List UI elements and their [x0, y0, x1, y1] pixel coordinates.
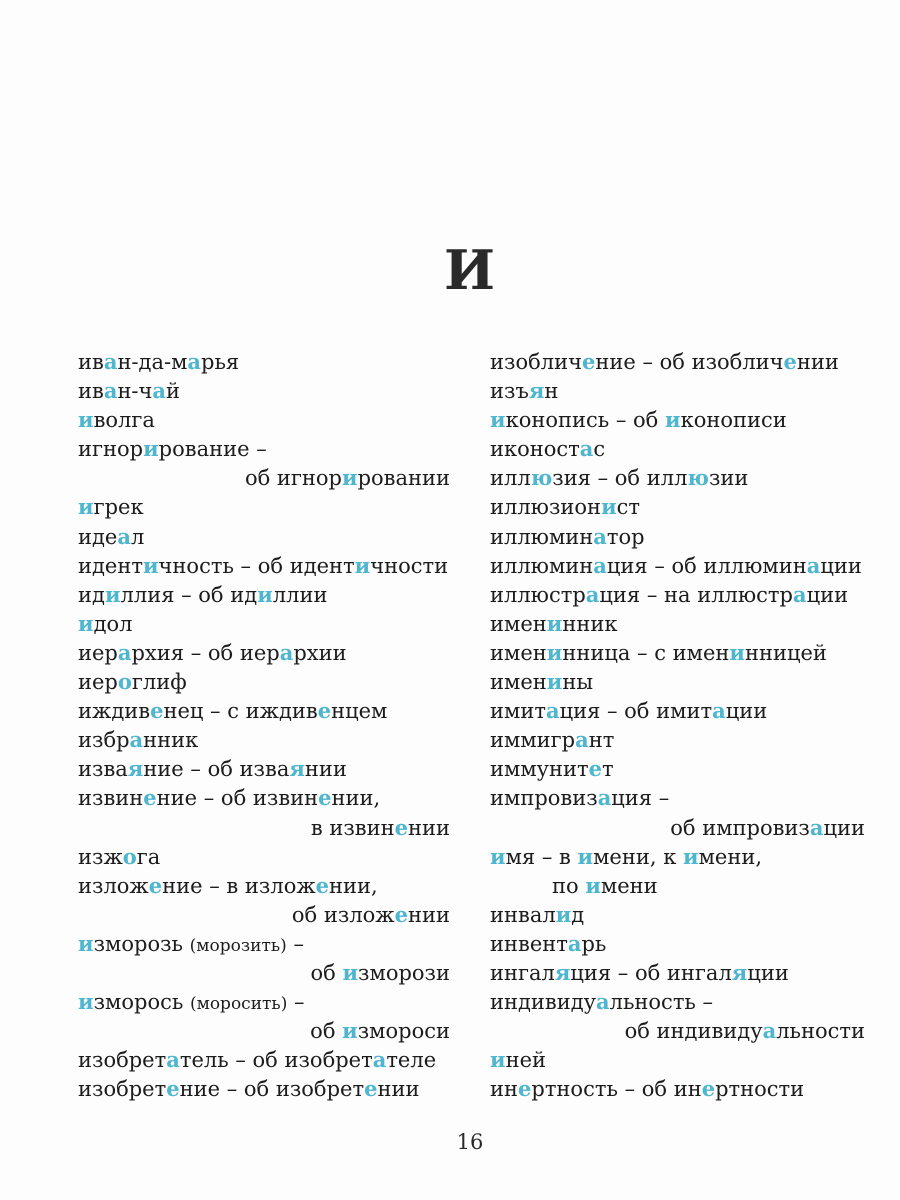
- dictionary-entry: [78, 347, 450, 376]
- dictionary-entry: [78, 842, 450, 871]
- dictionary-entry: [490, 1074, 865, 1103]
- entry-text: ция –: [611, 786, 670, 811]
- entry-continuation: [490, 813, 865, 842]
- stressed-letter: а: [103, 378, 118, 404]
- stressed-letter: и: [342, 465, 358, 491]
- entry-text: в извин: [310, 815, 395, 840]
- entry-text: изва: [78, 757, 128, 782]
- dictionary-entry: [78, 725, 450, 754]
- stressed-letter: и: [585, 872, 601, 898]
- entry-text: тель – об изобрет: [179, 1048, 373, 1073]
- stressed-letter: а: [762, 1018, 777, 1044]
- entry-text: иммигр: [490, 728, 576, 753]
- entry-text: ллия – об ид: [120, 582, 258, 607]
- entry-text: ции: [725, 699, 768, 724]
- stressed-letter: а: [593, 552, 607, 578]
- entry-text: ние – об изоблич: [595, 350, 784, 374]
- entry-text: ция – об иллюмин: [606, 553, 807, 578]
- stressed-letter: и: [78, 610, 94, 636]
- stressed-letter: а: [117, 639, 132, 665]
- stressed-letter: а: [129, 727, 144, 753]
- page-number: 16: [456, 1130, 484, 1154]
- stressed-letter: е: [364, 1076, 378, 1102]
- entry-text: чности: [370, 553, 449, 578]
- dictionary-entry: [78, 376, 450, 405]
- dictionary-entry: [78, 1074, 450, 1103]
- dictionary-entry: [490, 609, 865, 638]
- entry-continuation: [490, 1016, 865, 1045]
- entry-note: (морозить): [189, 935, 287, 956]
- dictionary-entry: [78, 638, 450, 667]
- dictionary-entry: [78, 1045, 450, 1074]
- entry-text: л: [130, 524, 145, 549]
- left-word-column: [78, 347, 450, 1103]
- stressed-letter: и: [729, 639, 745, 665]
- entry-text: нии: [304, 757, 347, 782]
- entry-text: га: [136, 844, 161, 869]
- entry-text: зия – об илл: [552, 466, 688, 491]
- dictionary-entry: [490, 405, 865, 434]
- stressed-letter: я: [731, 959, 748, 985]
- entry-text: нт: [588, 728, 615, 753]
- stressed-letter: я: [554, 959, 571, 985]
- dictionary-entry: [490, 667, 865, 696]
- entry-text: изоблич: [490, 350, 582, 374]
- stressed-letter: е: [783, 349, 797, 374]
- entry-text: об игнор: [244, 466, 342, 491]
- entry-text: рья: [201, 350, 240, 374]
- entry-text: нии: [796, 350, 839, 374]
- stressed-letter: е: [394, 901, 408, 927]
- stressed-letter: и: [354, 552, 371, 578]
- stressed-letter: а: [545, 698, 560, 724]
- entry-text: дол: [93, 611, 133, 636]
- entry-text: ней: [505, 1048, 546, 1073]
- stressed-letter: а: [152, 378, 167, 404]
- entry-continuation: [78, 900, 450, 929]
- dictionary-entry: [78, 987, 450, 1016]
- dictionary-entry: [490, 347, 865, 376]
- stressed-letter: и: [577, 843, 594, 869]
- stressed-letter: а: [792, 581, 807, 607]
- dictionary-entry: [490, 842, 865, 871]
- entry-text: нник: [143, 728, 199, 753]
- entry-text: иер: [78, 670, 118, 695]
- stressed-letter: а: [575, 727, 589, 753]
- stressed-letter: а: [103, 349, 118, 374]
- stressed-letter: я: [528, 378, 545, 404]
- entry-text: об индивиду: [624, 1019, 763, 1044]
- stressed-letter: и: [665, 407, 681, 433]
- entry-text: игнор: [78, 437, 144, 462]
- dictionary-entry: [78, 609, 450, 638]
- entry-text: ция – об ингал: [570, 960, 732, 985]
- entry-text: избр: [78, 728, 130, 753]
- entry-text: иллюзион: [490, 495, 602, 520]
- stressed-letter: е: [518, 1076, 532, 1102]
- stressed-letter: е: [317, 698, 332, 724]
- entry-text: й: [166, 379, 181, 404]
- entry-text: нии: [377, 1077, 420, 1102]
- stressed-letter: и: [555, 901, 572, 927]
- entry-text: изобрет: [78, 1048, 167, 1073]
- entry-text: имен: [490, 670, 547, 695]
- dictionary-entry: [78, 434, 450, 463]
- entry-text: об импровиз: [670, 815, 810, 840]
- entry-text: т: [602, 757, 614, 782]
- entry-text: иде: [78, 524, 118, 549]
- entry-text: ст: [616, 495, 641, 520]
- entry-text: рование –: [158, 437, 267, 462]
- stressed-letter: е: [143, 785, 157, 811]
- entry-text: имен: [490, 611, 547, 636]
- entry-text: индивиду: [490, 990, 597, 1015]
- stressed-letter: и: [546, 639, 563, 665]
- entry-text: конописи: [680, 408, 787, 433]
- entry-text: мени: [600, 873, 658, 898]
- entry-text: инвент: [490, 931, 568, 956]
- entry-text: рхии: [293, 640, 347, 665]
- entry-text: зморозь: [93, 931, 190, 956]
- dictionary-entry: [490, 638, 865, 667]
- entry-text: ингал: [490, 960, 555, 985]
- entry-text: ции: [806, 582, 849, 607]
- stressed-letter: а: [567, 930, 582, 956]
- dictionary-entry: [78, 696, 450, 725]
- dictionary-entry: [490, 725, 865, 754]
- entry-text: –: [286, 931, 304, 956]
- entry-text: ртность – об ин: [531, 1077, 702, 1102]
- stressed-letter: а: [596, 989, 610, 1015]
- stressed-letter: и: [490, 1047, 506, 1073]
- entry-text: мени,: [698, 844, 763, 869]
- stressed-letter: ю: [687, 465, 709, 491]
- entry-text: зии: [708, 466, 749, 491]
- entry-text: нии,: [331, 786, 381, 811]
- entry-text: ция – об имит: [559, 699, 713, 724]
- entry-text: имит: [490, 699, 546, 724]
- stressed-letter: е: [701, 1076, 716, 1102]
- stressed-letter: а: [809, 814, 824, 840]
- dictionary-entry: [490, 551, 865, 580]
- stressed-letter: а: [597, 785, 612, 811]
- entry-text: иллюмин: [490, 524, 594, 549]
- entry-text: иждив: [78, 699, 151, 724]
- dictionary-entry: [78, 580, 450, 609]
- stressed-letter: и: [257, 581, 273, 607]
- entry-text: нии: [408, 902, 450, 927]
- dictionary-entry: [490, 492, 865, 521]
- entry-text: нии: [408, 815, 450, 840]
- entry-text: мени, к: [593, 844, 683, 869]
- entry-text: ние – об изобрет: [179, 1077, 365, 1102]
- dictionary-entry: [490, 1045, 865, 1074]
- entry-text: ртности: [715, 1077, 805, 1102]
- stressed-letter: а: [806, 552, 821, 578]
- entry-text: нцем: [331, 699, 388, 724]
- entry-text: н-ч: [117, 379, 153, 404]
- stressed-letter: а: [593, 523, 607, 549]
- entry-text: с: [593, 437, 606, 462]
- stressed-letter: а: [187, 349, 202, 374]
- dictionary-entry: [490, 987, 865, 1016]
- section-letter-heading: И: [443, 238, 497, 302]
- stressed-letter: и: [683, 843, 699, 869]
- stressed-letter: а: [166, 1047, 180, 1073]
- entry-text: ние – об извин: [156, 786, 319, 811]
- entry-text: ция – на иллюстр: [599, 582, 793, 607]
- stressed-letter: е: [318, 785, 332, 811]
- stressed-letter: и: [78, 930, 94, 956]
- entry-continuation: [490, 871, 865, 900]
- entry-text: иллюмин: [490, 553, 594, 578]
- stressed-letter: и: [78, 494, 94, 520]
- entry-text: иллюстр: [490, 582, 586, 607]
- dictionary-entry: [78, 871, 450, 900]
- entry-text: нец – с иждив: [163, 699, 318, 724]
- entry-text: иконост: [490, 437, 580, 462]
- entry-text: зморось: [93, 990, 190, 1015]
- entry-text: по: [552, 873, 586, 898]
- entry-text: об: [310, 960, 343, 985]
- stressed-letter: е: [166, 1076, 180, 1102]
- stressed-letter: а: [585, 581, 600, 607]
- entry-text: теле: [386, 1048, 437, 1073]
- entry-text: глиф: [131, 670, 187, 695]
- entry-text: конопись – об: [505, 408, 665, 433]
- entry-continuation: [78, 1016, 450, 1045]
- stressed-letter: и: [601, 494, 617, 520]
- entry-text: льность –: [609, 990, 714, 1015]
- dictionary-entry: [490, 522, 865, 551]
- dictionary-entry: [78, 551, 450, 580]
- stressed-letter: а: [579, 436, 594, 462]
- stressed-letter: и: [342, 1018, 358, 1044]
- entry-text: тор: [606, 524, 645, 549]
- entry-text: нницей: [744, 640, 827, 665]
- entry-text: зморози: [358, 960, 450, 985]
- entry-text: изобрет: [78, 1077, 167, 1102]
- stressed-letter: и: [546, 669, 563, 695]
- entry-continuation: [78, 813, 450, 842]
- stressed-letter: а: [117, 523, 131, 549]
- stressed-letter: а: [279, 639, 294, 665]
- dictionary-entry: [490, 696, 865, 725]
- stressed-letter: я: [289, 756, 305, 782]
- entry-text: змороси: [357, 1019, 450, 1044]
- stressed-letter: и: [78, 989, 94, 1015]
- dictionary-entry: [78, 522, 450, 551]
- dictionary-entry: [490, 900, 865, 929]
- entry-text: нии,: [329, 873, 378, 898]
- dictionary-entry: [78, 405, 450, 434]
- entry-text: рхия – об иер: [131, 640, 280, 665]
- entry-text: идент: [78, 553, 143, 578]
- entry-text: –: [287, 990, 305, 1015]
- entry-text: д: [571, 902, 585, 927]
- stressed-letter: а: [372, 1047, 387, 1073]
- dictionary-entry: [490, 376, 865, 405]
- entry-text: излож: [78, 873, 149, 898]
- entry-text: нник: [562, 611, 618, 636]
- entry-text: ции: [820, 553, 862, 578]
- stressed-letter: е: [148, 872, 163, 898]
- stressed-letter: и: [142, 552, 159, 578]
- entry-text: изъ: [490, 379, 529, 404]
- entry-text: ции: [823, 815, 865, 840]
- entry-text: иммунит: [490, 757, 589, 782]
- stressed-letter: е: [581, 349, 596, 374]
- entry-text: ив: [78, 379, 104, 404]
- stressed-letter: и: [490, 843, 506, 869]
- stressed-letter: и: [342, 959, 359, 985]
- stressed-letter: и: [546, 610, 563, 636]
- stressed-letter: о: [117, 669, 132, 695]
- dictionary-entry: [490, 434, 865, 463]
- dictionary-entry: [78, 754, 450, 783]
- entry-text: волга: [93, 408, 155, 433]
- entry-text: импровиз: [490, 786, 598, 811]
- entry-text: ние – в излож: [162, 873, 316, 898]
- dictionary-entry: [490, 754, 865, 783]
- entry-text: н: [544, 379, 559, 404]
- entry-text: ин: [490, 1077, 518, 1102]
- entry-note: (моросить): [189, 994, 288, 1015]
- stressed-letter: я: [127, 756, 144, 782]
- entry-text: ив: [78, 350, 104, 374]
- entry-text: ны: [562, 670, 594, 695]
- stressed-letter: и: [490, 407, 506, 433]
- dictionary-entry: [490, 958, 865, 987]
- stressed-letter: е: [588, 756, 603, 782]
- dictionary-entry: [78, 783, 450, 812]
- entry-text: н-да-м: [117, 350, 188, 374]
- stressed-letter: е: [150, 698, 164, 724]
- entry-text: изж: [78, 844, 123, 869]
- entry-continuation: [78, 958, 450, 987]
- entry-text: об: [310, 1019, 343, 1044]
- entry-text: инвал: [490, 902, 556, 927]
- dictionary-entry: [490, 783, 865, 812]
- stressed-letter: ю: [530, 465, 553, 491]
- entry-text: ллии: [272, 582, 328, 607]
- entry-text: льности: [776, 1019, 865, 1044]
- right-word-column: [490, 347, 865, 1103]
- entry-text: извин: [78, 786, 144, 811]
- entry-text: мя – в: [505, 844, 578, 869]
- entry-text: грек: [93, 495, 144, 520]
- dictionary-entry: [78, 667, 450, 696]
- stressed-letter: о: [122, 843, 137, 869]
- entry-text: иер: [78, 640, 118, 665]
- dictionary-entry: [490, 580, 865, 609]
- entry-text: нница – с имен: [562, 640, 730, 665]
- dictionary-entry: [490, 929, 865, 958]
- stressed-letter: и: [143, 436, 159, 462]
- entry-text: чность – об идент: [158, 553, 355, 578]
- dictionary-entry: [78, 929, 450, 958]
- dictionary-entry: [78, 492, 450, 521]
- entry-text: имен: [490, 640, 547, 665]
- stressed-letter: а: [712, 698, 726, 724]
- stressed-letter: и: [104, 581, 121, 607]
- stressed-letter: и: [78, 407, 94, 433]
- dictionary-entry: [490, 463, 865, 492]
- entry-text: ции: [747, 960, 789, 985]
- entry-text: ид: [78, 582, 105, 607]
- stressed-letter: е: [394, 814, 408, 840]
- entry-text: об излож: [291, 902, 395, 927]
- entry-text: ровании: [357, 466, 450, 491]
- stressed-letter: е: [315, 872, 330, 898]
- entry-text: илл: [490, 466, 531, 491]
- entry-text: рь: [581, 931, 607, 956]
- entry-continuation: [78, 463, 450, 492]
- entry-text: ние – об изва: [143, 757, 290, 782]
